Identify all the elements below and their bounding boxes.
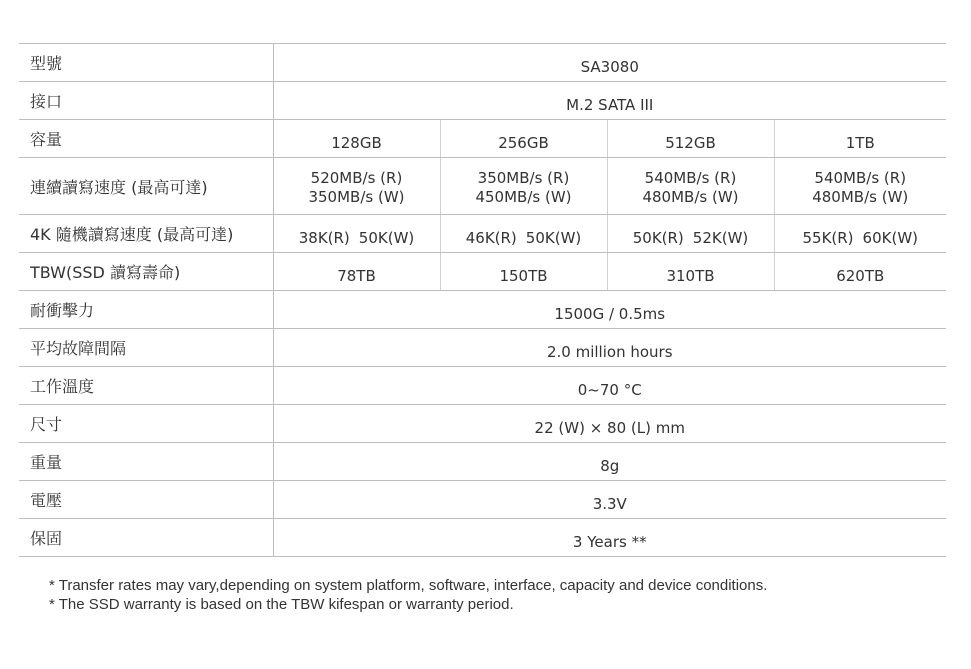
row-temperature (19, 367, 946, 405)
row-weight (19, 443, 946, 481)
write-speed: 480MB/s (W) (642, 188, 739, 206)
row-dimensions (19, 405, 946, 443)
row-tbw (19, 253, 946, 291)
write-speed: 350MB/s (W) (308, 188, 405, 206)
write-speed: 50K(W) (358, 228, 415, 247)
tbw-value: 620TB (836, 266, 885, 285)
row-shock (19, 291, 946, 329)
row-label: 型號 (19, 44, 273, 82)
spec-table (19, 43, 946, 557)
row-warranty (19, 519, 946, 557)
read-speed: 540MB/s (R) (644, 169, 737, 187)
capacity-value: 256GB (498, 133, 549, 152)
row-interface (19, 82, 946, 120)
capacity-value: 1TB (845, 133, 875, 152)
capacity-value: 512GB (665, 133, 716, 152)
read-speed: 46K(R) (465, 228, 517, 247)
row-label: 保固 (19, 519, 273, 557)
row-voltage (19, 481, 946, 519)
footnotes (49, 576, 767, 614)
weight-value: 8g (600, 456, 620, 475)
read-speed: 55K(R) (802, 228, 854, 247)
read-speed: 350MB/s (R) (477, 169, 570, 187)
write-speed: 52K(W) (692, 228, 749, 247)
row-label: 尺寸 (19, 405, 273, 443)
row-4k-speed (19, 215, 946, 253)
row-label: 接口 (19, 82, 273, 120)
interface-value: M.2 SATA III (566, 95, 654, 114)
shock-value: 1500G / 0.5ms (554, 304, 666, 323)
temperature-value: 0~70 °C (577, 380, 642, 399)
row-mtbf (19, 329, 946, 367)
row-label: 電壓 (19, 481, 273, 519)
row-label: TBW(SSD 讀寫壽命) (19, 253, 273, 291)
footnote: * The SSD warranty is based on the TBW kifespan or warranty period. (49, 596, 514, 613)
voltage-value: 3.3V (592, 494, 627, 513)
row-label: 重量 (19, 443, 273, 481)
read-speed: 540MB/s (R) (814, 169, 907, 187)
warranty-value: 3 Years ** (572, 532, 647, 551)
row-label: 4K 隨機讀寫速度 (最高可達) (19, 215, 273, 253)
tbw-value: 310TB (666, 266, 715, 285)
row-label: 工作溫度 (19, 367, 273, 405)
row-label: 容量 (19, 120, 273, 158)
mtbf-value: 2.0 million hours (546, 342, 673, 361)
capacity-value: 128GB (331, 133, 382, 152)
row-seq-speed (19, 158, 946, 215)
write-speed: 450MB/s (W) (475, 188, 572, 206)
tbw-value: 78TB (337, 266, 376, 285)
row-label: 平均故障間隔 (19, 329, 273, 367)
model-value: SA3080 (580, 57, 639, 76)
footnote: * Transfer rates may vary,depending on system platform, software, interface, capacity and device conditions. (49, 577, 768, 594)
write-speed: 60K(W) (862, 228, 919, 247)
read-speed: 520MB/s (R) (310, 169, 403, 187)
row-model (19, 44, 946, 82)
row-label: 連續讀寫速度 (最高可達) (19, 158, 273, 215)
dimensions-value: 22 (W) × 80 (L) mm (534, 418, 685, 437)
tbw-value: 150TB (499, 266, 548, 285)
row-label: 耐衝擊力 (19, 291, 273, 329)
write-speed: 50K(W) (525, 228, 582, 247)
row-capacity (19, 120, 946, 158)
read-speed: 50K(R) (632, 228, 684, 247)
read-speed: 38K(R) (298, 228, 350, 247)
write-speed: 480MB/s (W) (812, 188, 909, 206)
